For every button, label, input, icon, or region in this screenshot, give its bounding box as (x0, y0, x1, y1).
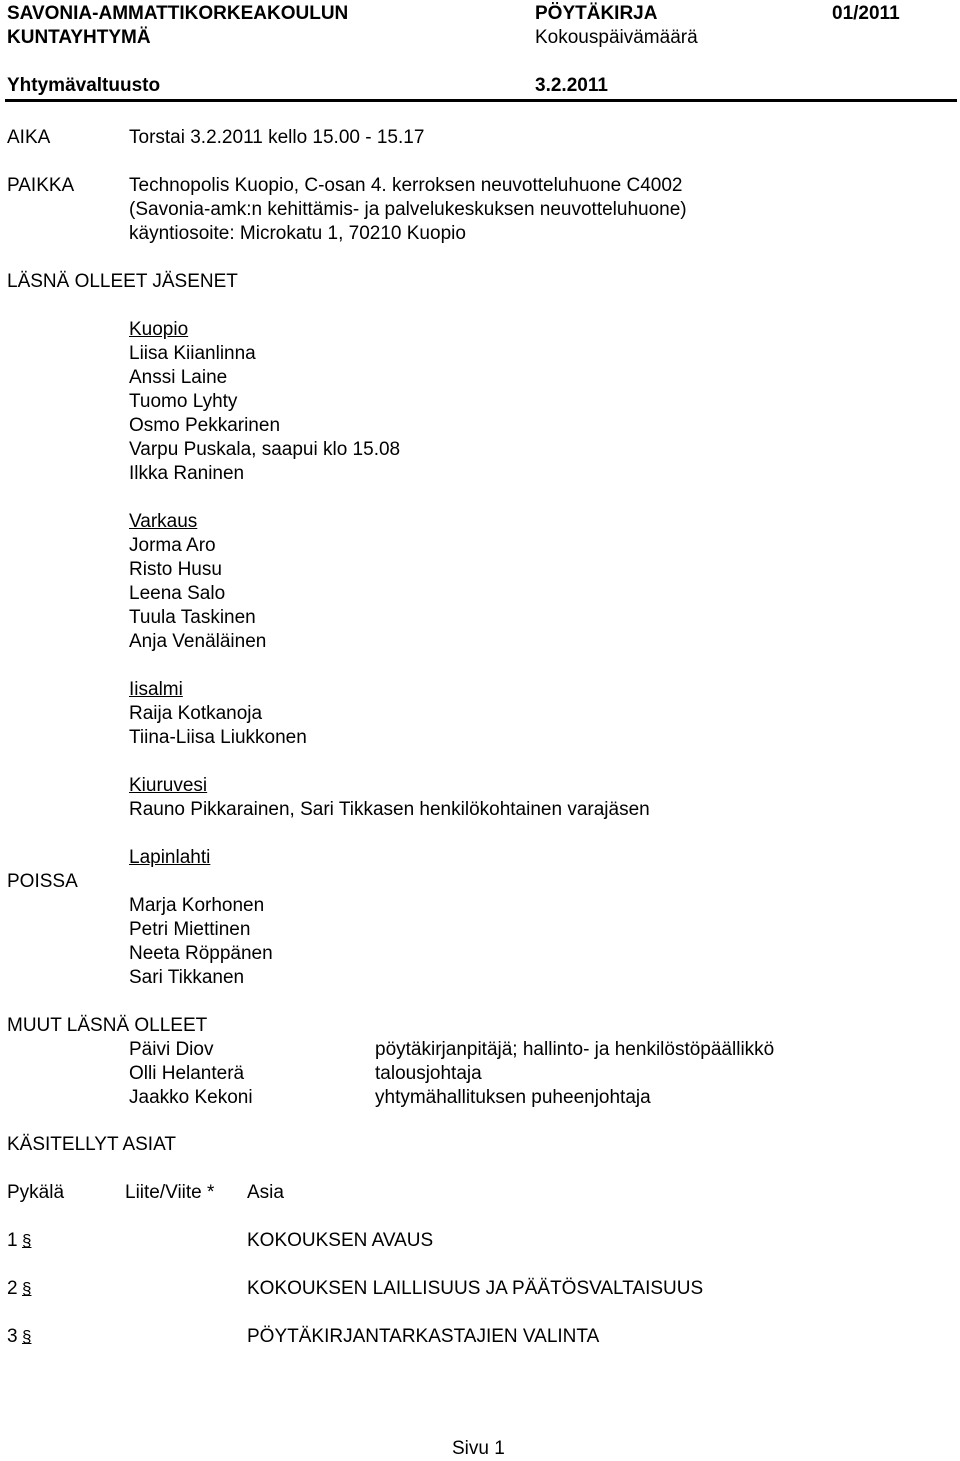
section-sign: § (22, 1327, 32, 1346)
doc-type: PÖYTÄKIRJA (535, 3, 658, 24)
absent-label: POISSA (7, 871, 78, 892)
group-name-varkaus: Varkaus (129, 511, 198, 532)
group-name-kuopio: Kuopio (129, 319, 189, 340)
member-name: Varpu Puskala, saapui klo 15.08 (129, 439, 401, 460)
other-name: Päivi Diov (129, 1039, 214, 1060)
other-role: pöytäkirjanpitäjä; hallinto- ja henkilöstöpäällikkö (375, 1039, 775, 1060)
date-label: Kokouspäivämäärä (535, 27, 698, 48)
other-role: yhtymähallituksen puheenjohtaja (375, 1087, 651, 1108)
absent-member: Neeta Röppänen (129, 943, 273, 964)
member-name: Jorma Aro (129, 535, 216, 556)
items-header-asia: Asia (247, 1182, 284, 1203)
page-number: Sivu 1 (452, 1438, 505, 1459)
item-title: KOKOUKSEN AVAUS (247, 1230, 434, 1251)
other-role: talousjohtaja (375, 1063, 482, 1084)
item-title: PÖYTÄKIRJANTARKASTAJIEN VALINTA (247, 1326, 600, 1347)
group-name-kiuruvesi: Kiuruvesi (129, 775, 208, 796)
section-sign: § (22, 1231, 32, 1250)
meeting-date: 3.2.2011 (535, 75, 608, 96)
absent-member: Marja Korhonen (129, 895, 265, 916)
item-title: KOKOUKSEN LAILLISUUS JA PÄÄTÖSVALTAISUUS (247, 1278, 704, 1299)
item-number: 1 (7, 1230, 18, 1251)
org-name-line2: KUNTAYHTYMÄ (7, 27, 151, 48)
member-name: Osmo Pekkarinen (129, 415, 281, 436)
section-sign: § (22, 1279, 32, 1298)
other-name: Jaakko Kekoni (129, 1087, 253, 1108)
body-name: Yhtymävaltuusto (7, 75, 161, 96)
paikka-line: (Savonia-amk:n kehittämis- ja palvelukeskuksen neuvotteluhuone) (129, 199, 687, 220)
member-name: Liisa Kiianlinna (129, 343, 256, 364)
group-name-iisalmi: Iisalmi (129, 679, 183, 700)
other-name: Olli Helanterä (129, 1063, 245, 1084)
member-name: Tuula Taskinen (129, 607, 256, 628)
doc-number: 01/2011 (832, 3, 900, 24)
member-name: Ilkka Raninen (129, 463, 245, 484)
paikka-label: PAIKKA (7, 175, 75, 196)
member-name: Anssi Laine (129, 367, 228, 388)
member-name: Rauno Pikkarainen, Sari Tikkasen henkilökohtainen varajäsen (129, 799, 650, 820)
paikka-line: käyntiosoite: Microkatu 1, 70210 Kuopio (129, 223, 466, 244)
items-header-pykala: Pykälä (7, 1182, 65, 1203)
member-name: Risto Husu (129, 559, 222, 580)
items-header-liite: Liite/Viite * (125, 1182, 215, 1203)
member-name: Anja Venäläinen (129, 631, 267, 652)
member-name: Tuomo Lyhty (129, 391, 238, 412)
header-divider (5, 99, 957, 102)
present-label: LÄSNÄ OLLEET JÄSENET (7, 271, 238, 292)
aika-value: Torstai 3.2.2011 kello 15.00 - 15.17 (129, 127, 425, 148)
absent-member: Petri Miettinen (129, 919, 251, 940)
member-name: Raija Kotkanoja (129, 703, 263, 724)
group-name-lapinlahti: Lapinlahti (129, 847, 211, 868)
item-number: 2 (7, 1278, 18, 1299)
items-label: KÄSITELLYT ASIAT (7, 1134, 176, 1155)
absent-member: Sari Tikkanen (129, 967, 245, 988)
org-name-line1: SAVONIA-AMMATTIKORKEAKOULUN (7, 3, 349, 24)
aika-label: AIKA (7, 127, 51, 148)
member-name: Tiina-Liisa Liukkonen (129, 727, 307, 748)
item-number: 3 (7, 1326, 18, 1347)
others-label: MUUT LÄSNÄ OLLEET (7, 1015, 208, 1036)
member-name: Leena Salo (129, 583, 226, 604)
paikka-line: Technopolis Kuopio, C-osan 4. kerroksen neuvotteluhuone C4002 (129, 175, 683, 196)
